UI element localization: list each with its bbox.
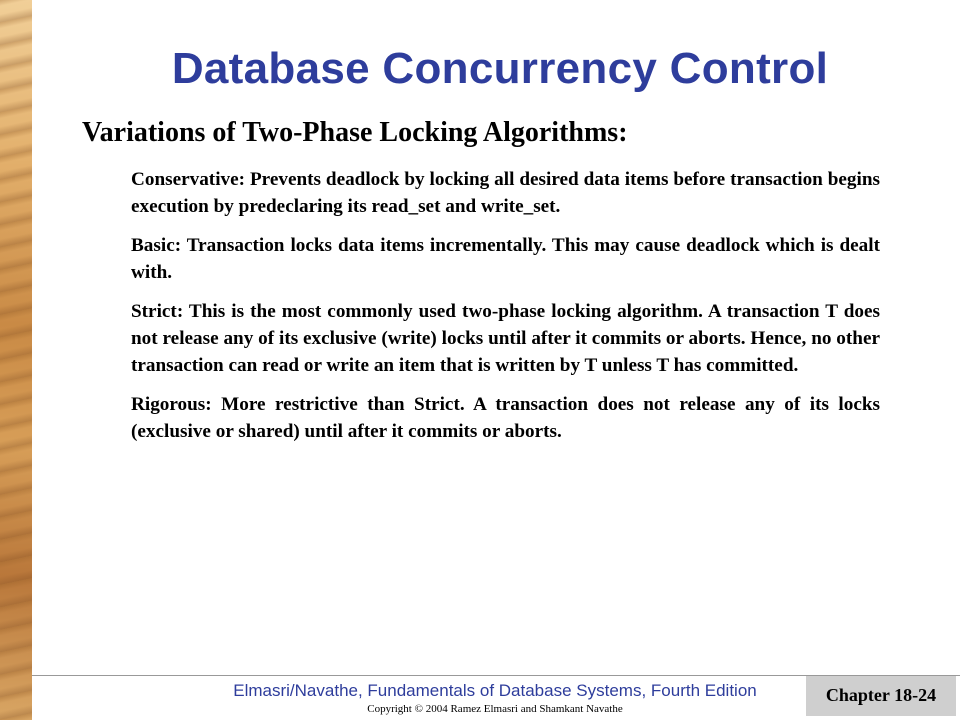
paragraph-basic: Basic: Transaction locks data items incrementally. This may cause deadlock which is dealt with. bbox=[131, 235, 880, 283]
footer-copyright: Copyright © 2004 Ramez Elmasri and Shamkant Navathe bbox=[367, 703, 623, 715]
paragraph-conservative: Conservative: Prevents deadlock by locking all desired data items before transaction begins execution by predeclaring its read_set and write_set. bbox=[131, 169, 880, 217]
paragraph-rigorous: Rigorous: More restrictive than Strict. A transaction does not release any of its locks (exclusive or shared) until after it commits or aborts. bbox=[131, 394, 880, 442]
slide-title: Database Concurrency Control bbox=[171, 44, 829, 93]
slide-subtitle: Variations of Two-Phase Locking Algorithms: bbox=[82, 117, 628, 148]
chapter-badge bbox=[806, 676, 956, 716]
slide-body bbox=[131, 166, 880, 457]
chapter-label: Chapter 18-24 bbox=[825, 685, 937, 705]
paragraph-strict: Strict: This is the most commonly used two-phase locking algorithm. A transaction T does not release any of its exclusive (write) locks until after it commits or aborts. Hence, no other transaction can read or write an item that is written by T unless T has committed. bbox=[131, 301, 880, 376]
decorative-sand-strip bbox=[0, 0, 32, 720]
footer-book-title: Elmasri/Navathe, Fundamentals of Database Systems, Fourth Edition bbox=[233, 681, 757, 700]
